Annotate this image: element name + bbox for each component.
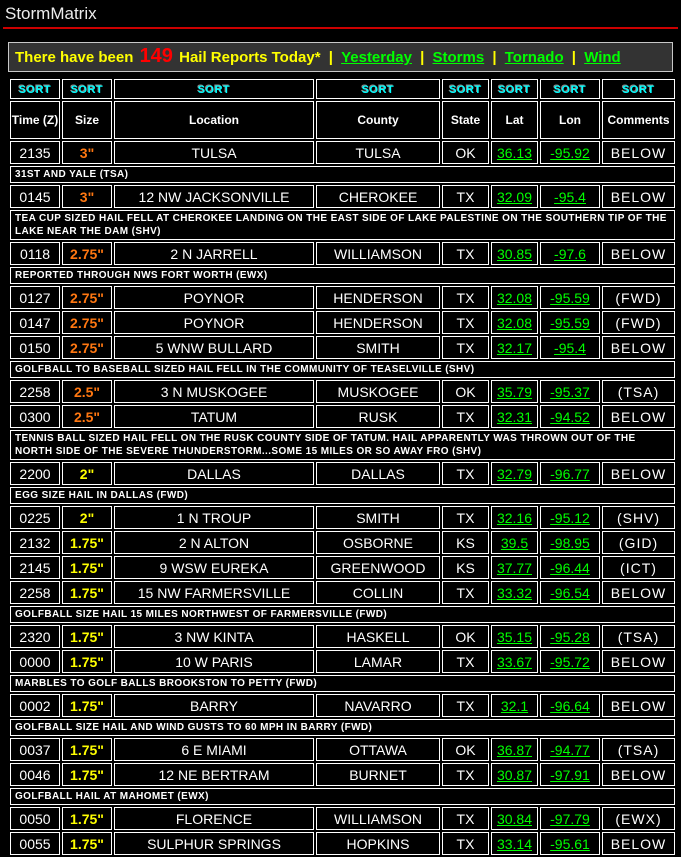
cell-state: TX [442,650,489,673]
cell-lat [491,625,538,648]
lon-link[interactable]: -97.6 [554,245,586,262]
cell-comments: BELOW [602,763,675,786]
col-header-county: County [316,101,440,139]
report-row [10,242,675,265]
cell-state: KS [442,556,489,579]
report-row [10,556,675,579]
note-row [10,267,675,284]
cell-location: 12 NW JACKSONVILLE [114,185,314,208]
report-row [10,650,675,673]
cell-time: 0050 [10,807,60,830]
lon-link[interactable]: -94.77 [550,741,590,758]
cell-lon [540,556,600,579]
lat-link[interactable]: 30.85 [496,245,533,262]
nav-link-yesterday[interactable]: Yesterday [341,49,412,66]
lat-link[interactable]: 33.14 [496,835,533,852]
cell-size: 1.75" [62,832,112,855]
sort-cell-county [316,79,440,99]
report-row [10,807,675,830]
cell-lat [491,311,538,334]
report-row [10,738,675,761]
lat-link[interactable]: 32.17 [496,339,533,356]
cell-size: 1.75" [62,807,112,830]
lat-link[interactable]: 32.1 [500,697,529,714]
cell-lon [540,141,600,164]
col-header-location: Location [114,101,314,139]
hail-reports-table [8,77,677,857]
cell-size: 3" [62,141,112,164]
note-text: GOLFBALL TO BASEBALL SIZED HAIL FELL IN THE COMMUNITY OF TEASELVILLE (SHV) [10,361,675,378]
cell-lon [540,405,600,428]
banner [8,42,673,72]
sort-button-size[interactable]: SORT [70,84,104,96]
cell-county: OTTAWA [316,738,440,761]
page-title: StormMatrix [5,4,97,23]
cell-lat [491,832,538,855]
cell-size: 1.75" [62,763,112,786]
cell-lon [540,336,600,359]
lat-link[interactable]: 33.32 [496,584,533,601]
cell-lon [540,185,600,208]
cell-lon [540,506,600,529]
cell-time: 0300 [10,405,60,428]
cell-location: 3 NW KINTA [114,625,314,648]
cell-location: 15 NW FARMERSVILLE [114,581,314,604]
cell-state: TX [442,832,489,855]
sort-cell-comments [602,79,675,99]
cell-comments: (TSA) [602,625,675,648]
cell-lon [540,242,600,265]
cell-county: WILLIAMSON [316,242,440,265]
banner-links [321,49,621,66]
cell-location: 3 N MUSKOGEE [114,380,314,403]
cell-location: 6 E MIAMI [114,738,314,761]
cell-county: NAVARRO [316,694,440,717]
cell-state: TX [442,336,489,359]
lat-link[interactable]: 30.87 [496,766,533,783]
cell-state: TX [442,506,489,529]
lon-link[interactable]: -95.61 [550,835,590,852]
cell-location: 2 N ALTON [114,531,314,554]
lon-link[interactable]: -95.4 [554,339,586,356]
cell-comments: (GID) [602,531,675,554]
cell-lon [540,311,600,334]
cell-comments: BELOW [602,141,675,164]
note-row [10,675,675,692]
report-row [10,462,675,485]
cell-lat [491,462,538,485]
cell-time: 2258 [10,581,60,604]
cell-comments: BELOW [602,832,675,855]
cell-lat [491,242,538,265]
cell-location: FLORENCE [114,807,314,830]
cell-size: 2.5" [62,380,112,403]
lon-link[interactable]: -95.4 [554,188,586,205]
note-text: GOLFBALL HAIL AT MAHOMET (EWX) [10,788,675,805]
cell-comments: (EWX) [602,807,675,830]
col-header-comments: Comments [602,101,675,139]
cell-comments: BELOW [602,405,675,428]
cell-location: 9 WSW EUREKA [114,556,314,579]
report-row [10,581,675,604]
cell-location: 5 WNW BULLARD [114,336,314,359]
cell-lon [540,380,600,403]
banner-suffix: Hail Reports Today* [179,49,321,66]
cell-time: 0000 [10,650,60,673]
cell-comments: (FWD) [602,311,675,334]
cell-time: 2135 [10,141,60,164]
lat-link[interactable]: 36.13 [496,144,533,161]
cell-lon [540,763,600,786]
note-row [10,606,675,623]
cell-location: TULSA [114,141,314,164]
cell-lat [491,405,538,428]
lon-link[interactable]: -97.91 [550,766,590,783]
cell-location: BARRY [114,694,314,717]
cell-size: 2.75" [62,286,112,309]
cell-location: DALLAS [114,462,314,485]
note-text: MARBLES TO GOLF BALLS BROOKSTON TO PETTY (FWD) [10,675,675,692]
cell-state: TX [442,462,489,485]
cell-county: COLLIN [316,581,440,604]
cell-lat [491,380,538,403]
report-row [10,141,675,164]
cell-time: 0127 [10,286,60,309]
sort-button-state[interactable]: SORT [449,84,482,96]
cell-location: 2 N JARRELL [114,242,314,265]
sort-cell-lat [491,79,538,99]
cell-size: 2" [62,506,112,529]
cell-lat [491,807,538,830]
cell-state: TX [442,581,489,604]
cell-lat [491,694,538,717]
cell-comments: (SHV) [602,506,675,529]
cell-lon [540,531,600,554]
sort-cell-size [62,79,112,99]
report-row [10,380,675,403]
cell-county: MUSKOGEE [316,380,440,403]
cell-lat [491,581,538,604]
red-divider [3,27,678,29]
lat-link[interactable]: 35.79 [496,383,533,400]
lat-link[interactable]: 30.84 [496,810,533,827]
cell-location: TATUM [114,405,314,428]
cell-location: POYNOR [114,286,314,309]
note-row [10,788,675,805]
report-row [10,832,675,855]
cell-lon [540,462,600,485]
lat-link[interactable]: 32.08 [496,314,533,331]
cell-county: CHEROKEE [316,185,440,208]
cell-time: 0002 [10,694,60,717]
note-text: TENNIS BALL SIZED HAIL FELL ON THE RUSK COUNTY SIDE OF TATUM. HAIL APPARENTLY WAS THROWN OUT OF THE NORTH SIDE OF THE SEVERE THUNDERSTORM...SOME 15 MILES OR SO AWAY FRO (SHV) [10,430,675,460]
lon-link[interactable]: -96.44 [550,559,590,576]
note-text: GOLFBALL SIZE HAIL 15 MILES NORTHWEST OF FARMERSVILLE (FWD) [10,606,675,623]
cell-county: SMITH [316,506,440,529]
cell-time: 2258 [10,380,60,403]
cell-time: 0046 [10,763,60,786]
cell-state: TX [442,242,489,265]
cell-state: TX [442,694,489,717]
cell-size: 2" [62,462,112,485]
lon-link[interactable]: -95.72 [550,653,590,670]
sort-cell-lon [540,79,600,99]
report-count: 149 [139,45,173,67]
lon-link[interactable]: -95.92 [550,144,590,161]
col-header-lat: Lat [491,101,538,139]
note-row [10,210,675,240]
banner-prefix: There have been [15,49,134,66]
note-text: EGG SIZE HAIL IN DALLAS (FWD) [10,487,675,504]
sort-cell-state [442,79,489,99]
cell-lat [491,763,538,786]
report-row [10,405,675,428]
cell-comments: (TSA) [602,380,675,403]
cell-county: HASKELL [316,625,440,648]
banner-separator: | [324,49,338,66]
cell-comments: BELOW [602,242,675,265]
cell-location: POYNOR [114,311,314,334]
nav-link-wind[interactable]: Wind [584,49,621,66]
cell-size: 1.75" [62,625,112,648]
lat-link[interactable]: 33.67 [496,653,533,670]
cell-county: GREENWOOD [316,556,440,579]
lon-link[interactable]: -98.95 [550,534,590,551]
cell-comments: (ICT) [602,556,675,579]
cell-county: OSBORNE [316,531,440,554]
cell-lon [540,832,600,855]
note-text: TEA CUP SIZED HAIL FELL AT CHEROKEE LANDING ON THE EAST SIDE OF LAKE PALESTINE ON THE SOUTHERN TIP OF THE LAKE NEAR THE DAM (SHV) [10,210,675,240]
cell-time: 2200 [10,462,60,485]
cell-size: 1.75" [62,738,112,761]
cell-comments: (FWD) [602,286,675,309]
cell-time: 0055 [10,832,60,855]
cell-lon [540,286,600,309]
lat-link[interactable]: 32.16 [496,509,533,526]
note-row [10,361,675,378]
cell-lon [540,625,600,648]
cell-comments: (TSA) [602,738,675,761]
cell-size: 3" [62,185,112,208]
report-row [10,506,675,529]
cell-time: 2132 [10,531,60,554]
cell-lon [540,807,600,830]
col-header-state: State [442,101,489,139]
cell-lat [491,506,538,529]
cell-county: HENDERSON [316,286,440,309]
sort-button-location[interactable]: SORT [197,84,231,96]
cell-lon [540,694,600,717]
cell-state: OK [442,625,489,648]
report-row [10,763,675,786]
cell-state: OK [442,380,489,403]
banner-separator: | [488,49,501,66]
cell-size: 1.75" [62,650,112,673]
sort-button-lat[interactable]: SORT [498,84,531,96]
cell-size: 1.75" [62,581,112,604]
cell-state: OK [442,141,489,164]
cell-county: RUSK [316,405,440,428]
cell-comments: BELOW [602,185,675,208]
note-row [10,487,675,504]
cell-lon [540,650,600,673]
cell-county: TULSA [316,141,440,164]
sort-button-lon[interactable]: SORT [553,84,587,96]
lat-link[interactable]: 36.87 [496,741,533,758]
sort-button-county[interactable]: SORT [361,84,395,96]
cell-comments: BELOW [602,581,675,604]
cell-size: 2.75" [62,336,112,359]
cell-lon [540,581,600,604]
nav-link-tornado[interactable]: Tornado [504,49,564,66]
lon-link[interactable]: -96.54 [550,584,590,601]
cell-time: 0225 [10,506,60,529]
cell-size: 2.75" [62,311,112,334]
lat-link[interactable]: 39.5 [500,534,529,551]
lon-link[interactable]: -95.12 [550,509,590,526]
sort-button-comments[interactable]: SORT [622,84,655,96]
report-row [10,625,675,648]
lat-link[interactable]: 32.79 [496,465,533,482]
sort-cell-time [10,79,60,99]
cell-county: BURNET [316,763,440,786]
cell-lat [491,336,538,359]
cell-comments: BELOW [602,336,675,359]
report-row [10,286,675,309]
cell-state: OK [442,738,489,761]
lon-link[interactable]: -96.64 [550,697,590,714]
cell-lat [491,185,538,208]
cell-size: 2.75" [62,242,112,265]
cell-lat [491,286,538,309]
report-row [10,336,675,359]
cell-county: SMITH [316,336,440,359]
cell-time: 0147 [10,311,60,334]
note-row [10,430,675,460]
cell-county: HENDERSON [316,311,440,334]
cell-comments: BELOW [602,694,675,717]
cell-lat [491,650,538,673]
note-text: 31ST AND YALE (TSA) [10,166,675,183]
cell-time: 2145 [10,556,60,579]
note-text: REPORTED THROUGH NWS FORT WORTH (EWX) [10,267,675,284]
cell-size: 1.75" [62,694,112,717]
cell-state: TX [442,405,489,428]
note-text: GOLFBALL SIZE HAIL AND WIND GUSTS TO 60 MPH IN BARRY (FWD) [10,719,675,736]
report-row [10,311,675,334]
cell-lon [540,738,600,761]
col-header-lon: Lon [540,101,600,139]
cell-location: 12 NE BERTRAM [114,763,314,786]
cell-size: 1.75" [62,556,112,579]
cell-state: KS [442,531,489,554]
note-row [10,166,675,183]
cell-lat [491,141,538,164]
cell-state: TX [442,286,489,309]
lon-link[interactable]: -96.77 [550,465,590,482]
cell-location: SULPHUR SPRINGS [114,832,314,855]
cell-size: 1.75" [62,531,112,554]
col-header-time: Time (Z) [10,101,60,139]
cell-county: HOPKINS [316,832,440,855]
lon-link[interactable]: -95.28 [550,628,590,645]
banner-separator: | [567,49,581,66]
lon-link[interactable]: -95.59 [550,314,590,331]
cell-lat [491,738,538,761]
lat-link[interactable]: 32.08 [496,289,533,306]
cell-size: 2.5" [62,405,112,428]
cell-county: WILLIAMSON [316,807,440,830]
lon-link[interactable]: -97.79 [550,810,590,827]
cell-county: LAMAR [316,650,440,673]
lat-link[interactable]: 32.31 [496,408,533,425]
cell-state: TX [442,763,489,786]
cell-comments: BELOW [602,462,675,485]
lon-link[interactable]: -94.52 [550,408,590,425]
cell-time: 0118 [10,242,60,265]
cell-time: 0150 [10,336,60,359]
lon-link[interactable]: -95.59 [550,289,590,306]
lat-link[interactable]: 35.15 [496,628,533,645]
cell-time: 0037 [10,738,60,761]
cell-time: 2320 [10,625,60,648]
report-row [10,694,675,717]
cell-county: DALLAS [316,462,440,485]
cell-location: 10 W PARIS [114,650,314,673]
report-row [10,185,675,208]
cell-lat [491,531,538,554]
col-header-size: Size [62,101,112,139]
cell-state: TX [442,311,489,334]
sort-button-time[interactable]: SORT [18,84,52,96]
lat-link[interactable]: 32.09 [496,188,533,205]
cell-state: TX [442,807,489,830]
cell-comments: BELOW [602,650,675,673]
nav-link-storms[interactable]: Storms [432,49,485,66]
lon-link[interactable]: -95.37 [550,383,590,400]
cell-lat [491,556,538,579]
cell-location: 1 N TROUP [114,506,314,529]
cell-state: TX [442,185,489,208]
cell-time: 0145 [10,185,60,208]
sort-cell-location [114,79,314,99]
lat-link[interactable]: 37.77 [496,559,533,576]
report-row [10,531,675,554]
banner-separator: | [415,49,429,66]
note-row [10,719,675,736]
